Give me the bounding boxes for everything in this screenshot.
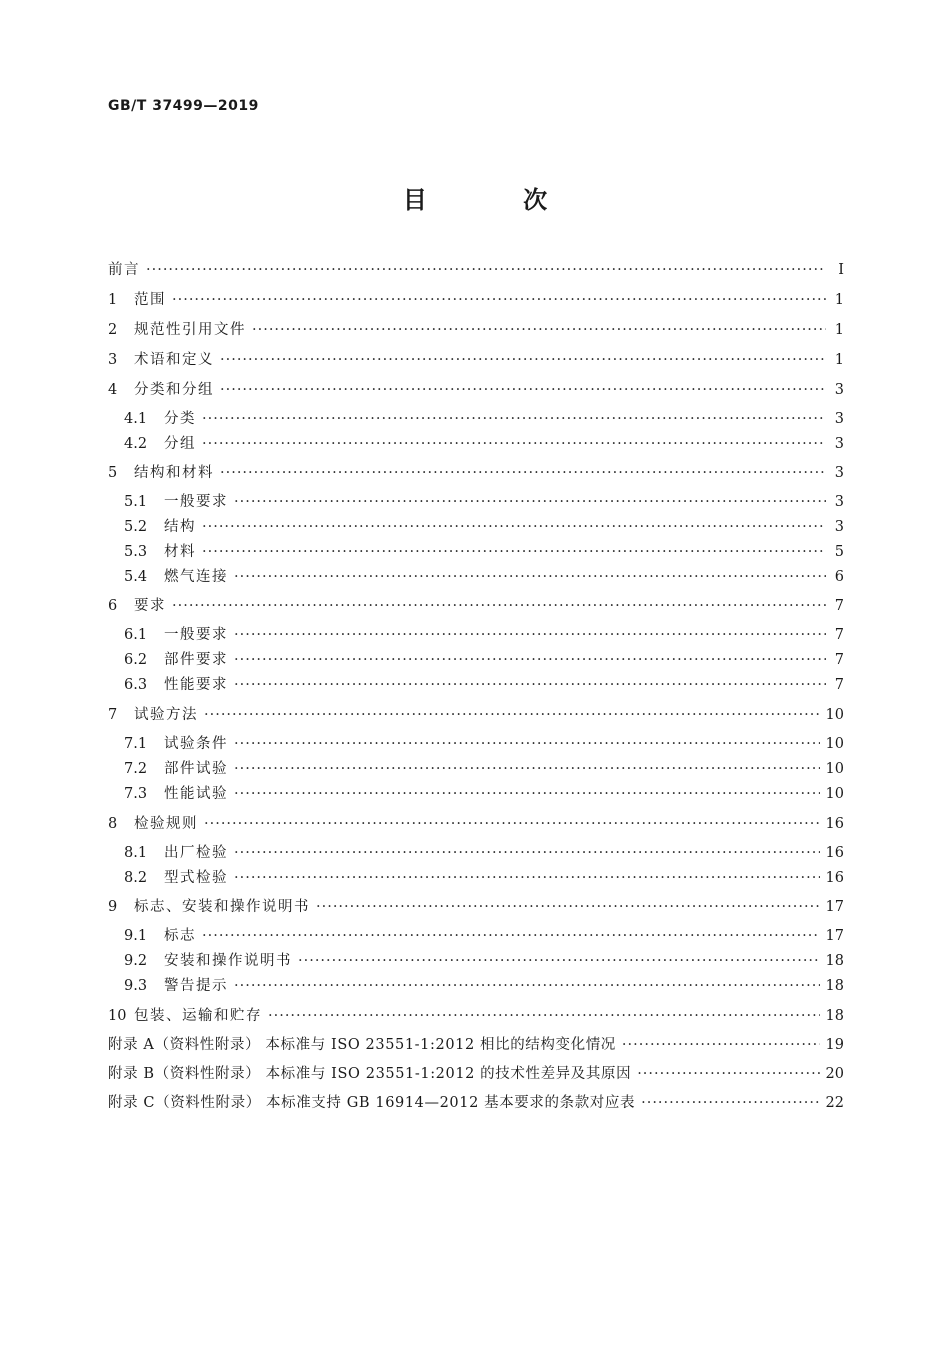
- dot-leader: [220, 461, 826, 485]
- toc-entry-label: 分类: [164, 411, 196, 427]
- toc-entry[interactable]: [124, 757, 844, 781]
- toc-entry[interactable]: [108, 378, 844, 402]
- toc-entry-label: 分类和分组: [134, 382, 214, 398]
- toc-entry-page: 6: [834, 569, 844, 585]
- toc-entry[interactable]: [124, 673, 844, 697]
- dot-leader: [298, 949, 820, 973]
- toc-entry-page: 7: [834, 598, 844, 614]
- toc-entry-number: 7: [108, 707, 118, 723]
- dot-leader: [641, 1091, 819, 1115]
- toc-entry-number: 9.1: [124, 928, 148, 944]
- toc-entry-number: 7.3: [124, 786, 148, 802]
- toc-entry[interactable]: [108, 895, 844, 919]
- toc-entry-label: 性能要求: [164, 677, 228, 693]
- dot-leader: [234, 841, 820, 865]
- toc-entry-label: 附录 C（资料性附录） 本标准支持 GB 16914—2012 基本要求的条款对应表: [108, 1095, 636, 1111]
- toc-entry-number: 5.2: [124, 519, 148, 535]
- toc-entry-page: 10: [825, 707, 844, 723]
- toc-entry-label: 安装和操作说明书: [164, 953, 292, 969]
- toc-entry-number: 5: [108, 465, 118, 481]
- toc-entry-number: 6.3: [124, 677, 148, 693]
- page-title: 目 次: [402, 186, 592, 214]
- toc-entry-number: 8: [108, 816, 118, 832]
- dot-leader: [204, 703, 820, 727]
- toc-entry[interactable]: [124, 623, 844, 647]
- toc-entry[interactable]: [108, 703, 844, 727]
- toc-entry-number: 1: [108, 292, 118, 308]
- toc-entry[interactable]: [108, 461, 844, 485]
- dot-leader: [234, 673, 826, 697]
- toc-entry-number: 9: [108, 899, 118, 915]
- toc-entry-number: 5.3: [124, 544, 148, 560]
- dot-leader: [268, 1004, 820, 1028]
- toc-entry-label: 一般要求: [164, 627, 228, 643]
- toc-entry-page: 3: [834, 411, 844, 427]
- dot-leader: [234, 974, 820, 998]
- toc-entry-label: 出厂检验: [164, 845, 228, 861]
- toc-entry-label: 标志、安装和操作说明书: [134, 899, 310, 915]
- toc-entry[interactable]: [124, 866, 844, 890]
- toc-entry-number: 6.1: [124, 627, 148, 643]
- dot-leader: [202, 432, 826, 456]
- dot-leader: [220, 378, 826, 402]
- toc-entry-page: 10: [825, 786, 844, 802]
- dot-leader: [622, 1033, 820, 1057]
- toc-entry-label: 型式检验: [164, 870, 228, 886]
- toc-entry-page: 1: [834, 292, 844, 308]
- toc-entry-number: 10: [108, 1008, 127, 1024]
- toc-entry-page: 16: [825, 816, 844, 832]
- toc-entry[interactable]: [108, 1062, 844, 1086]
- toc-entry[interactable]: [108, 812, 844, 836]
- toc-entry-label: 试验方法: [134, 707, 198, 723]
- toc-entry-page: 3: [834, 436, 844, 452]
- toc-entry-page: 18: [825, 978, 844, 994]
- toc-entry-page: 22: [825, 1095, 844, 1111]
- dot-leader: [234, 623, 826, 647]
- dot-leader: [252, 318, 826, 342]
- toc-entry-label: 结构: [164, 519, 196, 535]
- toc-entry-page: 5: [834, 544, 844, 560]
- dot-leader: [637, 1062, 819, 1086]
- dot-leader: [234, 782, 820, 806]
- toc-entry-page: 18: [825, 1008, 844, 1024]
- toc-entry-page: 3: [834, 465, 844, 481]
- toc-entry[interactable]: [124, 949, 844, 973]
- dot-leader: [316, 895, 820, 919]
- toc-entry-page: 7: [834, 652, 844, 668]
- toc-entry-label: 结构和材料: [134, 465, 214, 481]
- dot-leader: [234, 757, 820, 781]
- toc-entry-label: 规范性引用文件: [134, 322, 246, 338]
- toc-entry[interactable]: [124, 648, 844, 672]
- toc-entry[interactable]: [124, 515, 844, 539]
- dot-leader: [202, 540, 826, 564]
- toc-entry-page: 20: [825, 1066, 844, 1082]
- toc-entry-label: 附录 A（资料性附录） 本标准与 ISO 23551-1:2012 相比的结构变化情况: [108, 1037, 616, 1053]
- toc-entry-label: 警告提示: [164, 978, 228, 994]
- toc-entry-number: 5.4: [124, 569, 148, 585]
- toc-entry[interactable]: [108, 258, 844, 282]
- toc-entry-page: Ⅰ: [838, 262, 844, 278]
- toc-entry-number: 3: [108, 352, 118, 368]
- dot-leader: [234, 732, 820, 756]
- toc-entry-page: 7: [834, 627, 844, 643]
- dot-leader: [204, 812, 820, 836]
- toc-entry-label: 包装、运输和贮存: [134, 1008, 262, 1024]
- toc-entry-page: 10: [825, 761, 844, 777]
- toc-entry-label: 部件要求: [164, 652, 228, 668]
- toc-entry[interactable]: [108, 348, 844, 372]
- toc-entry-page: 18: [825, 953, 844, 969]
- toc-entry-label: 前言: [108, 262, 140, 278]
- toc-entry-number: 5.1: [124, 494, 148, 510]
- toc-entry-page: 17: [825, 899, 844, 915]
- toc-entry[interactable]: [124, 974, 844, 998]
- toc-entry-label: 术语和定义: [134, 352, 214, 368]
- toc-entry[interactable]: [124, 782, 844, 806]
- dot-leader: [234, 648, 826, 672]
- toc-entry[interactable]: [108, 318, 844, 342]
- toc-entry[interactable]: [108, 1033, 844, 1057]
- toc-entry-page: 1: [834, 322, 844, 338]
- toc-entry-page: 17: [825, 928, 844, 944]
- toc-entry[interactable]: [124, 565, 844, 589]
- dot-leader: [146, 258, 826, 282]
- dot-leader: [202, 924, 820, 948]
- toc-entry-number: 4: [108, 382, 118, 398]
- toc-entry-label: 燃气连接: [164, 569, 228, 585]
- toc-entry-label: 要求: [134, 598, 166, 614]
- toc-entry-number: 2: [108, 322, 118, 338]
- toc-entry[interactable]: [124, 432, 844, 456]
- toc-entry-page: 3: [834, 494, 844, 510]
- toc-entry-label: 标志: [164, 928, 196, 944]
- toc-entry-page: 16: [825, 870, 844, 886]
- dot-leader: [202, 515, 826, 539]
- toc-entry[interactable]: [124, 924, 844, 948]
- toc-entry-page: 3: [834, 519, 844, 535]
- toc-entry[interactable]: [124, 732, 844, 756]
- toc-entry-page: 3: [834, 382, 844, 398]
- toc-entry-label: 部件试验: [164, 761, 228, 777]
- toc-entry-page: 10: [825, 736, 844, 752]
- toc-entry-label: 范围: [134, 292, 166, 308]
- toc-entry-page: 7: [834, 677, 844, 693]
- toc-entry-label: 试验条件: [164, 736, 228, 752]
- toc-entry-number: 9.2: [124, 953, 148, 969]
- toc-entry[interactable]: [124, 407, 844, 431]
- dot-leader: [172, 288, 826, 312]
- toc-entry-number: 8.2: [124, 870, 148, 886]
- toc-entry-label: 一般要求: [164, 494, 228, 510]
- toc-entry-number: 4.1: [124, 411, 148, 427]
- dot-leader: [220, 348, 826, 372]
- toc-entry[interactable]: [108, 288, 844, 312]
- toc-entry[interactable]: [124, 490, 844, 514]
- dot-leader: [234, 866, 820, 890]
- toc-entry-page: 1: [834, 352, 844, 368]
- toc-entry-label: 性能试验: [164, 786, 228, 802]
- toc-entry-number: 7.2: [124, 761, 148, 777]
- toc-entry-page: 19: [825, 1037, 844, 1053]
- toc-entry-label: 材料: [164, 544, 196, 560]
- toc-entry[interactable]: [108, 1091, 844, 1115]
- toc-entry-label: 分组: [164, 436, 196, 452]
- toc-entry[interactable]: [124, 540, 844, 564]
- dot-leader: [172, 594, 826, 618]
- toc-entry-number: 6: [108, 598, 118, 614]
- dot-leader: [234, 565, 826, 589]
- toc-entry-number: 6.2: [124, 652, 148, 668]
- standard-number: GB/T 37499—2019: [108, 98, 259, 114]
- toc-entry[interactable]: [108, 1004, 844, 1028]
- toc-entry[interactable]: [124, 841, 844, 865]
- toc-entry-page: 16: [825, 845, 844, 861]
- toc-entry-label: 检验规则: [134, 816, 198, 832]
- toc-entry-number: 9.3: [124, 978, 148, 994]
- dot-leader: [234, 490, 826, 514]
- toc-entry-number: 7.1: [124, 736, 148, 752]
- toc-entry-label: 附录 B（资料性附录） 本标准与 ISO 23551-1:2012 的技术性差异及其原因: [108, 1066, 632, 1082]
- toc-entry[interactable]: [108, 594, 844, 618]
- dot-leader: [202, 407, 826, 431]
- toc-entry-number: 8.1: [124, 845, 148, 861]
- toc-entry-number: 4.2: [124, 436, 148, 452]
